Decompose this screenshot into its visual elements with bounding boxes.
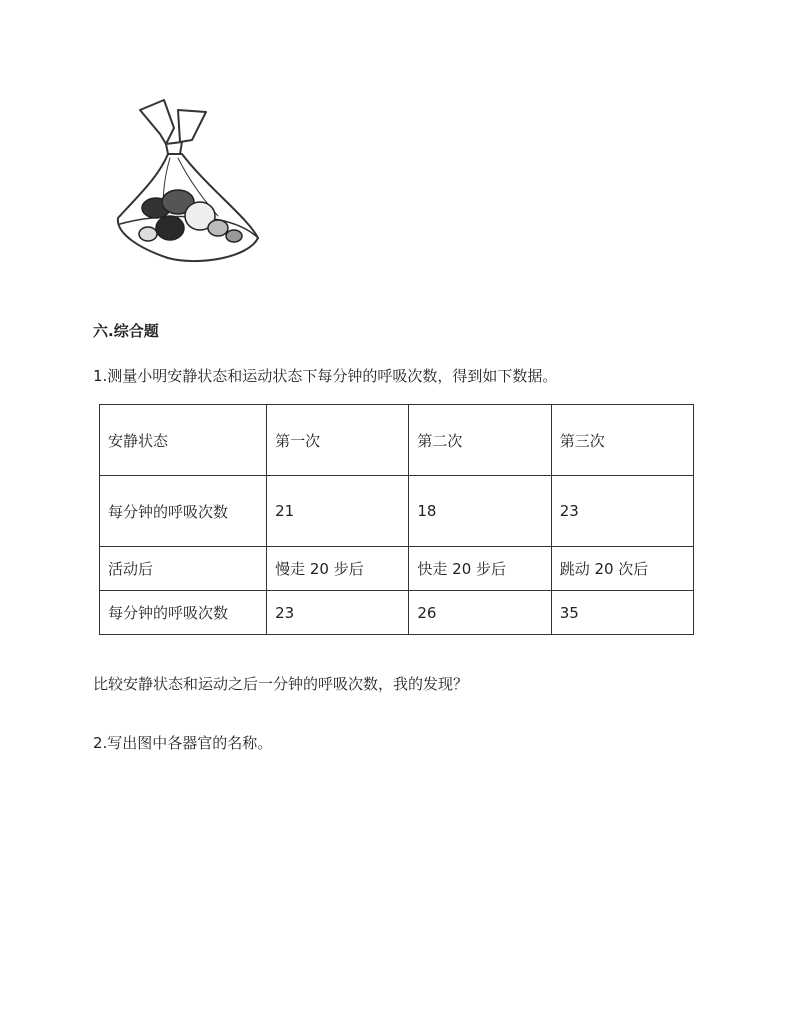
- question-1-follow-up: 比较安静状态和运动之后一分钟的呼吸次数，我的发现？: [93, 675, 469, 693]
- table-cell: 跳动 20 次后: [551, 547, 693, 591]
- table-cell: 安静状态: [100, 405, 267, 476]
- table-row: [100, 591, 694, 635]
- question-2-prompt: 2.写出图中各器官的名称。: [93, 734, 273, 752]
- question-1-prompt: 1.测量小明安静状态和运动状态下每分钟的呼吸次数，得到如下数据。: [93, 367, 558, 385]
- table-cell: 每分钟的呼吸次数: [100, 591, 267, 635]
- table-cell: 第二次: [409, 405, 551, 476]
- table-cell: 第一次: [267, 405, 409, 476]
- table-cell: 活动后: [100, 547, 267, 591]
- table-cell: 快走 20 步后: [409, 547, 551, 591]
- table-row: [100, 547, 694, 591]
- table-cell: 23: [267, 591, 409, 635]
- table-cell: 每分钟的呼吸次数: [100, 476, 267, 547]
- table-cell: 18: [409, 476, 551, 547]
- section-heading: 六.综合题: [93, 322, 159, 340]
- plastic-bag-illustration: [108, 98, 288, 278]
- table-cell: 慢走 20 步后: [267, 547, 409, 591]
- breathing-data-table: [99, 404, 694, 635]
- table-cell: 21: [267, 476, 409, 547]
- table-row: [100, 405, 694, 476]
- table-cell: 第三次: [551, 405, 693, 476]
- table-cell: 23: [551, 476, 693, 547]
- table-row: [100, 476, 694, 547]
- table-cell: 35: [551, 591, 693, 635]
- table-cell: 26: [409, 591, 551, 635]
